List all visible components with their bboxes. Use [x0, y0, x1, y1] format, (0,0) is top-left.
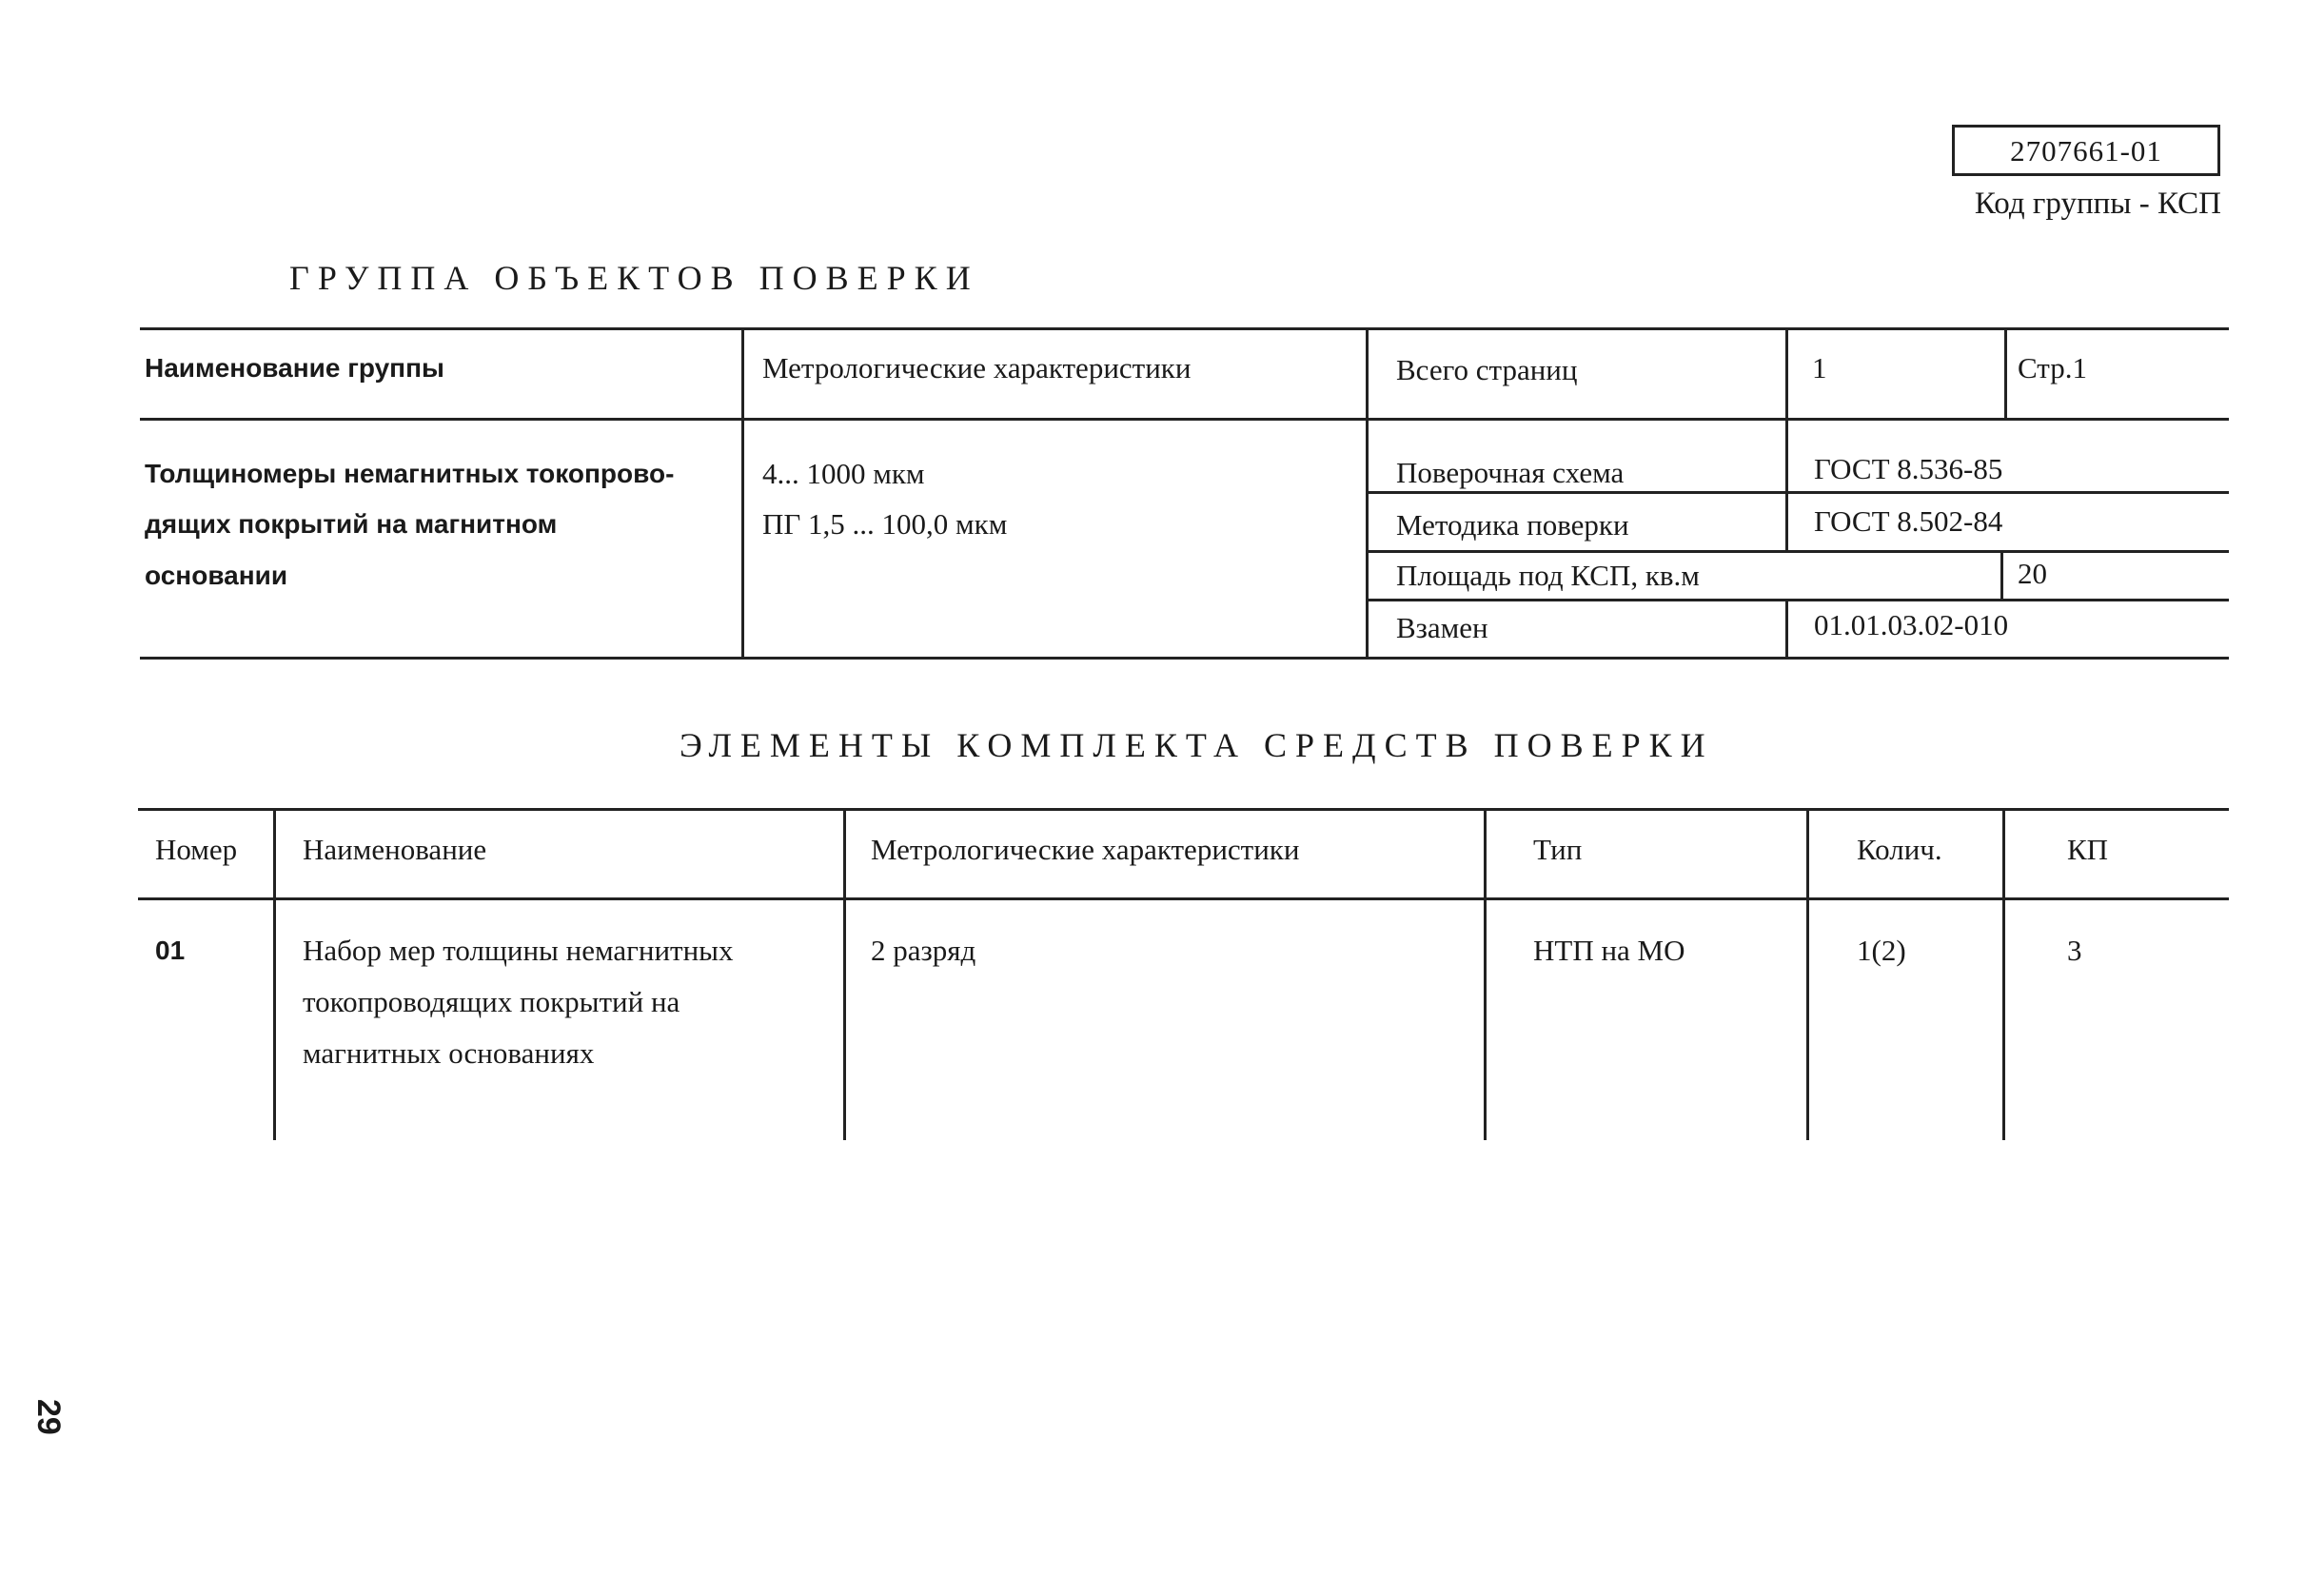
method-label: Методика поверки: [1396, 508, 1629, 542]
table2-col-divider-4: [1806, 808, 1809, 1140]
table1-header-rule: [140, 418, 2229, 421]
header-name: Наименование: [303, 833, 487, 866]
metro-value-1: 4... 1000 мкм: [762, 457, 925, 490]
table2-col-divider-5: [2002, 808, 2005, 1140]
group-code-label: Код группы - КСП: [1974, 187, 2221, 221]
table1-col-divider-1: [741, 327, 744, 660]
table2-col-divider-1: [273, 808, 276, 1140]
table2-col-divider-2: [843, 808, 846, 1140]
table1-bottom-rule: [140, 657, 2229, 660]
row-name-line-1: Набор мер толщины немагнитных: [303, 934, 734, 967]
info-divider-a: [1785, 418, 1788, 553]
info-divider-c: [1785, 601, 1788, 660]
group-name-line-2: дящих покрытий на магнитном: [145, 509, 558, 539]
row-num: 01: [155, 936, 186, 965]
row-name-line-2: токопроводящих покрытий на: [303, 985, 680, 1018]
method-value: ГОСТ 8.502-84: [1814, 504, 2003, 538]
table2-top-rule: [138, 808, 2229, 811]
header-metro: Метрологические характеристики: [762, 351, 1192, 384]
header-kp: КП: [2067, 833, 2109, 866]
scheme-label: Поверочная схема: [1396, 456, 1625, 489]
replaces-value: 01.01.03.02-010: [1814, 608, 2009, 641]
row-metro: 2 разряд: [871, 934, 976, 967]
table1-top-rule: [140, 327, 2229, 330]
metro-value-2: ПГ 1,5 ... 100,0 мкм: [762, 507, 1008, 541]
section1-title: ГРУППА ОБЪЕКТОВ ПОВЕРКИ: [289, 259, 979, 297]
header-qty: Колич.: [1857, 833, 1942, 866]
replaces-label: Взамен: [1396, 611, 1488, 644]
section2-title: ЭЛЕМЕНТЫ КОМПЛЕКТА СРЕДСТВ ПОВЕРКИ: [680, 726, 1714, 764]
header-page: Стр.1: [2018, 351, 2087, 384]
document-code-box: 2707661-01: [1952, 125, 2220, 176]
header-num: Номер: [155, 833, 238, 866]
page-number: 29: [30, 1399, 67, 1435]
scheme-value: ГОСТ 8.536-85: [1814, 452, 2003, 485]
area-value: 20: [2018, 557, 2047, 590]
header-type: Тип: [1533, 833, 1583, 866]
area-label: Площадь под КСП, кв.м: [1396, 559, 1700, 592]
table1-col-divider-3: [1785, 327, 1788, 418]
table2-header-rule: [138, 897, 2229, 900]
row-kp: 3: [2067, 934, 2082, 967]
table1-col-divider-4: [2004, 327, 2007, 418]
header-metro-2: Метрологические характеристики: [871, 833, 1300, 866]
group-name-line-1: Толщиномеры немагнитных токопрово-: [145, 459, 675, 488]
table2-col-divider-3: [1484, 808, 1487, 1140]
info-divider-b: [2000, 553, 2003, 601]
header-total-pages-value: 1: [1812, 351, 1827, 384]
row-type: НТП на МО: [1533, 934, 1685, 967]
row-qty: 1(2): [1857, 934, 1906, 967]
header-group-name: Наименование группы: [145, 353, 444, 383]
row-name-line-3: магнитных основаниях: [303, 1036, 595, 1070]
header-total-pages: Всего страниц: [1396, 353, 1578, 386]
group-name-line-3: основании: [145, 561, 288, 590]
